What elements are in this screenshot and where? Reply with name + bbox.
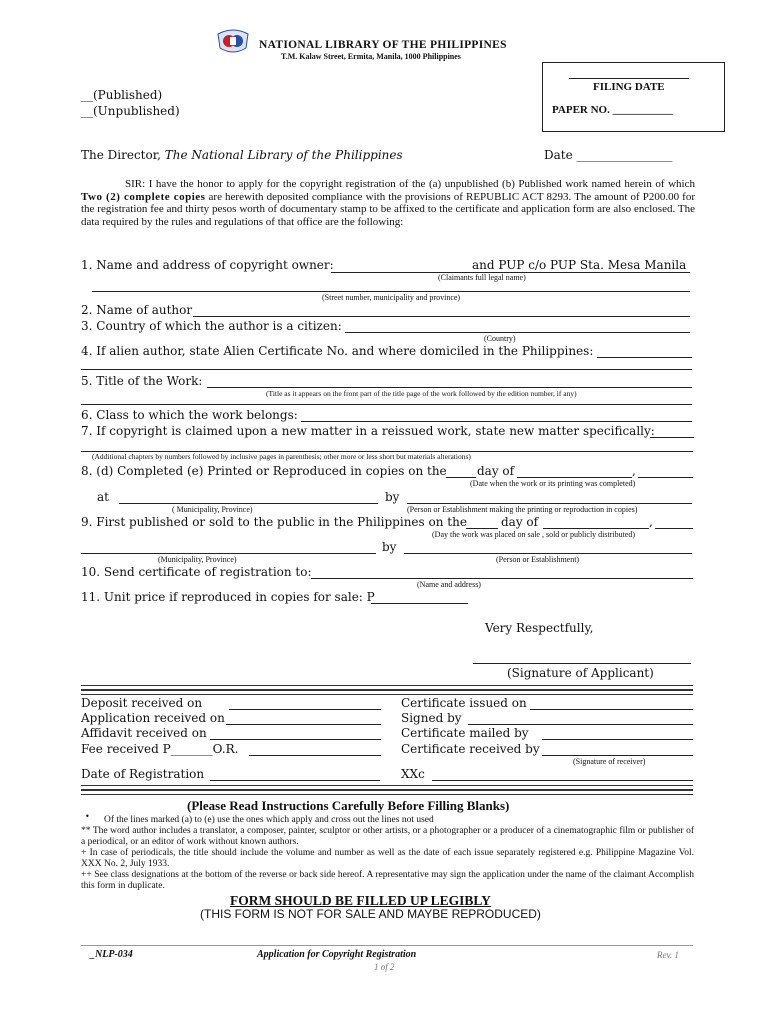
footer-title: Application for Copyright Registration bbox=[257, 949, 417, 960]
item5-note: (Title as it appears on the front part of the title page of the work followed by the edition number, if any) bbox=[266, 389, 577, 398]
item1-note1: (Claimants full legal name) bbox=[438, 273, 526, 282]
very-respectfully: Very Respectfully, bbox=[485, 621, 594, 635]
signature-of-applicant: (Signature of Applicant) bbox=[507, 666, 654, 680]
footer-code: _NLP-034 bbox=[90, 949, 133, 960]
director-name: The National Library of the Philippines bbox=[164, 148, 403, 162]
intro-paragraph bbox=[81, 178, 695, 228]
header-address: T.M. Kalaw Street, Ermita, Manila, 1000 Philippines bbox=[281, 52, 461, 61]
date-field[interactable]: Date ________________ bbox=[544, 148, 673, 162]
affidavit-received: Affidavit received on bbox=[81, 726, 207, 740]
not-for-sale-notice: (THIS FORM IS NOT FOR SALE AND MAYBE REPRODUCED) bbox=[200, 907, 541, 921]
item7-note: (Additional chapters by numbers followed by inclusive pages in parenthesis; other more or less short but materials alterations) bbox=[92, 452, 471, 461]
certificate-mailed: Certificate mailed by bbox=[401, 726, 529, 740]
item10-label: 10. Send certificate of registration to: bbox=[81, 565, 312, 579]
item6-label: 6. Class to which the work belongs: bbox=[81, 408, 298, 422]
filing-date-label: FILING DATE bbox=[593, 81, 665, 93]
item1-note2: (Street number, municipality and province) bbox=[322, 293, 461, 302]
item9-day: day of bbox=[501, 515, 539, 529]
item10-note: (Name and address) bbox=[417, 580, 481, 589]
item9-note-person: (Person or Establishment) bbox=[496, 555, 580, 564]
xxc-label: XXc bbox=[401, 767, 425, 781]
signature-of-receiver: (Signature of receiver) bbox=[573, 757, 646, 766]
separator-bottom-2 bbox=[81, 790, 693, 795]
instruction-1: Of the lines marked (a) to (e) use the ones which apply and cross out the lines not used bbox=[104, 815, 434, 825]
signed-by: Signed by bbox=[401, 711, 462, 725]
paper-no-label: PAPER NO. ___________ bbox=[552, 104, 674, 116]
item9-comma: , bbox=[649, 515, 653, 529]
item3-note: (Country) bbox=[484, 334, 516, 343]
item3-label: 3. Country of which the author is a citizen: bbox=[81, 319, 342, 333]
item9-note: (Day the work was placed on sale , sold or publicly distributed) bbox=[432, 530, 636, 539]
instructions-heading: (Please Read Instructions Carefully Before Filling Blanks) bbox=[187, 798, 510, 813]
certificate-issued: Certificate issued on bbox=[401, 696, 527, 710]
footer-page: 1 of 2 bbox=[374, 962, 395, 972]
bullet-icon: • bbox=[85, 812, 90, 821]
item8-label: 8. (d) Completed (e) Printed or Reproduced in copies on the bbox=[81, 464, 447, 478]
item8-note-person: (Person or Establishment making the printing or reproduction in copies) bbox=[407, 505, 638, 514]
separator-top-2 bbox=[81, 690, 693, 695]
filing-box bbox=[542, 62, 725, 132]
instruction-4: ++ See class designations at the bottom of the reverse or back side hereof. A representative may sign the application under the name of the claimant Accomplish this form in duplicate. bbox=[81, 870, 694, 891]
application-received: Application received on bbox=[81, 711, 225, 725]
item11-label: 11. Unit price if reproduced in copies for sale: P bbox=[81, 590, 375, 604]
published-option[interactable]: __(Published) bbox=[81, 88, 163, 102]
date-of-registration: Date of Registration bbox=[81, 767, 205, 781]
item9-by: by bbox=[382, 540, 397, 554]
intro-part2: are herewith deposited compliance with the provisions of REPUBLIC ACT 8293. The amount of P200.00 for the registration fee and thirty pesos worth of documentary stamp to be affixed to the certificate and application form are also enclosed. The data required by the rules and regulations of that office are the following: bbox=[81, 190, 695, 228]
item8-note: (Date when the work or its printing was completed) bbox=[470, 479, 636, 488]
unpublished-option[interactable]: __(Unpublished) bbox=[81, 104, 180, 118]
item8-note-mun: ( Municipality, Province) bbox=[172, 505, 253, 514]
item8-by: by bbox=[385, 490, 400, 504]
instruction-3: + In case of periodicals, the title should include the volume and number as well as the date of each issue separately registered e.g. Philippine Magazine Vol. XXX No. 2, July 1933. bbox=[81, 848, 694, 869]
intro-part1: SIR: I have the honor to apply for the copyright registration of the (a) unpublished (b) Published work named herein of which bbox=[125, 178, 695, 190]
item9-label: 9. First published or sold to the public in the Philippines on the bbox=[81, 515, 467, 529]
intro-bold: Two (2) complete copies bbox=[81, 190, 206, 203]
deposit-received: Deposit received on bbox=[81, 696, 203, 710]
header-title: NATIONAL LIBRARY OF THE PHILIPPINES bbox=[259, 39, 507, 51]
item8-day: day of bbox=[477, 464, 515, 478]
item7-label: 7. If copyright is claimed upon a new matter in a reissued work, state new matter specifically: bbox=[81, 424, 655, 438]
item1-value[interactable]: and PUP c/o PUP Sta. Mesa Manila bbox=[472, 258, 687, 272]
director-prefix: The Director, bbox=[81, 148, 165, 162]
item5-label: 5. Title of the Work: bbox=[81, 374, 203, 388]
item9-note-mun: (Municipality, Province) bbox=[158, 555, 237, 564]
item4-label: 4. If alien author, state Alien Certificate No. and where domiciled in the Philippines: bbox=[81, 344, 594, 358]
item2-label: 2. Name of author bbox=[81, 303, 193, 317]
footer-rule bbox=[81, 945, 693, 946]
item1-label: 1. Name and address of copyright owner: bbox=[81, 258, 334, 272]
item8-comma: , bbox=[632, 464, 636, 478]
director-line bbox=[81, 148, 403, 162]
seal-icon bbox=[216, 28, 250, 54]
seal-logo bbox=[216, 28, 250, 54]
instruction-2: ** The word author includes a translator, a composer, painter, sculptor or other artists, or a photographer or a producer of a cinematographic film or publisher of a periodical, or an editor of work without known authors. bbox=[81, 826, 694, 847]
footer-rev: Rev. 1 bbox=[657, 950, 679, 960]
fee-received: Fee received P_______O.R. bbox=[81, 742, 239, 756]
certificate-received: Certificate received by bbox=[401, 742, 540, 756]
legibly-notice: FORM SHOULD BE FILLED UP LEGIBLY bbox=[230, 893, 491, 908]
item8-at: at bbox=[97, 490, 109, 504]
